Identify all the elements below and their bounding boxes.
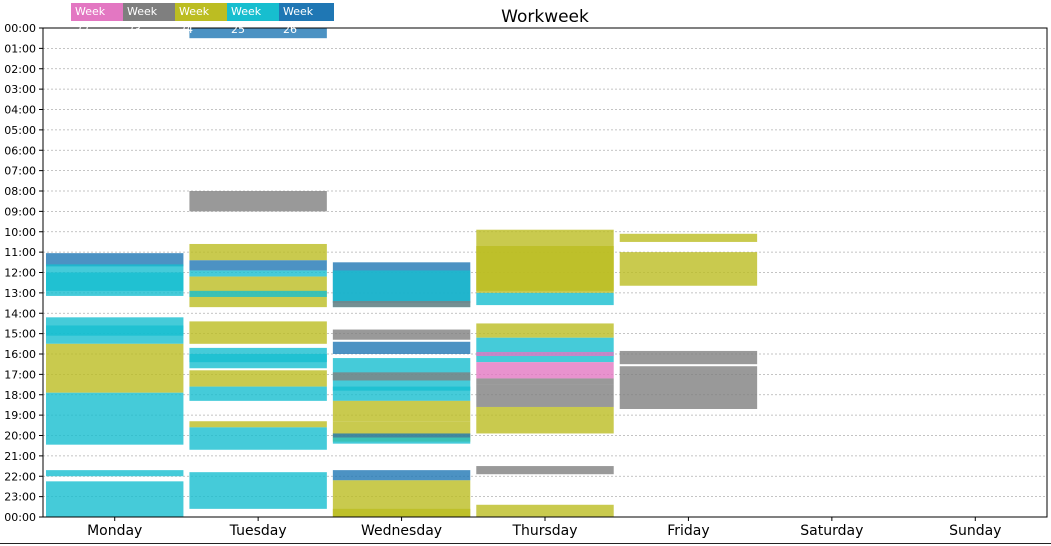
x-tick-label: Saturday <box>800 523 864 539</box>
y-tick-label: 01:00 <box>4 42 36 56</box>
event-block <box>620 366 757 409</box>
event-block <box>189 427 326 449</box>
y-tick-label: 11:00 <box>4 246 36 260</box>
y-tick-label: 16:00 <box>4 348 36 361</box>
event-block <box>46 325 183 335</box>
y-tick-label: 23:00 <box>4 490 36 504</box>
y-tick-label: 08:00 <box>4 185 36 198</box>
event-block <box>189 472 326 509</box>
event-block <box>189 244 326 260</box>
event-block <box>333 509 470 517</box>
x-tick-label: Friday <box>667 523 710 539</box>
event-block <box>46 344 183 393</box>
event-block <box>476 338 613 354</box>
event-block <box>189 370 326 386</box>
event-block <box>189 421 326 427</box>
event-block <box>46 393 183 436</box>
bottom-border <box>0 543 1051 544</box>
event-block <box>189 387 326 401</box>
event-block <box>620 234 757 242</box>
y-tick-label: 06:00 <box>4 144 36 158</box>
event-block <box>189 291 326 297</box>
event-block <box>476 385 613 407</box>
event-block <box>476 323 613 337</box>
event-block <box>476 352 613 356</box>
legend-item-week-23: Week 23 <box>123 3 175 21</box>
event-blocks <box>46 28 757 517</box>
event-block <box>333 438 470 444</box>
legend-item-week-22: Week 22 <box>71 3 123 21</box>
y-tick-label: 13:00 <box>4 286 36 300</box>
event-block <box>333 372 470 380</box>
legend-item-week-24: Week 24 <box>175 3 227 21</box>
x-tick-label: Sunday <box>949 523 1002 539</box>
y-tick-label: 07:00 <box>4 164 36 178</box>
x-axis-ticks <box>87 517 1001 539</box>
event-block <box>476 362 613 378</box>
y-tick-label: 17:00 <box>4 368 36 382</box>
event-block <box>46 470 183 476</box>
event-block <box>620 351 757 364</box>
x-tick-label: Thursday <box>512 523 578 539</box>
y-tick-label: 04:00 <box>4 103 36 117</box>
event-block <box>189 321 326 343</box>
event-block <box>476 293 613 305</box>
event-block <box>476 246 613 291</box>
event-block <box>333 301 470 307</box>
y-tick-label: 02:00 <box>4 62 36 76</box>
y-tick-label: 15:00 <box>4 327 36 341</box>
x-tick-label: Wednesday <box>361 523 443 539</box>
y-tick-label: 09:00 <box>4 205 36 219</box>
event-block <box>333 330 470 340</box>
y-tick-label: 19:00 <box>4 409 36 423</box>
event-block <box>476 407 613 433</box>
event-block <box>333 401 470 421</box>
event-block <box>476 466 613 474</box>
legend-item-week-26: Week 26 <box>279 3 334 21</box>
y-tick-label: 22:00 <box>4 470 36 484</box>
event-block <box>46 273 183 291</box>
y-tick-label: 12:00 <box>4 266 36 280</box>
event-block <box>189 191 326 211</box>
y-tick-label: 00:00 <box>4 511 36 524</box>
y-tick-label: 10:00 <box>4 225 36 239</box>
event-block <box>189 260 326 270</box>
event-block <box>333 342 470 354</box>
x-tick-label: Monday <box>87 523 143 539</box>
event-block <box>476 505 613 517</box>
y-tick-label: 00:00 <box>4 22 36 35</box>
event-block <box>189 270 326 276</box>
event-block <box>189 28 326 38</box>
legend <box>71 3 334 36</box>
chart-title: Workweek <box>501 7 589 27</box>
event-block <box>476 230 613 246</box>
event-block <box>333 433 470 437</box>
event-block <box>620 252 757 286</box>
y-tick-label: 14:00 <box>4 307 36 321</box>
y-tick-label: 20:00 <box>4 429 36 443</box>
legend-item-week-25: Week 25 <box>227 3 279 21</box>
event-block <box>46 436 183 445</box>
y-axis-ticks <box>4 22 43 524</box>
y-tick-label: 05:00 <box>4 123 36 137</box>
y-tick-label: 21:00 <box>4 449 36 463</box>
event-block <box>333 470 470 480</box>
event-block <box>333 387 470 401</box>
x-tick-label: Tuesday <box>229 523 287 539</box>
y-tick-label: 18:00 <box>4 388 36 402</box>
event-block <box>476 378 613 384</box>
event-block <box>46 481 183 517</box>
event-block <box>189 354 326 362</box>
y-tick-label: 03:00 <box>4 83 36 97</box>
